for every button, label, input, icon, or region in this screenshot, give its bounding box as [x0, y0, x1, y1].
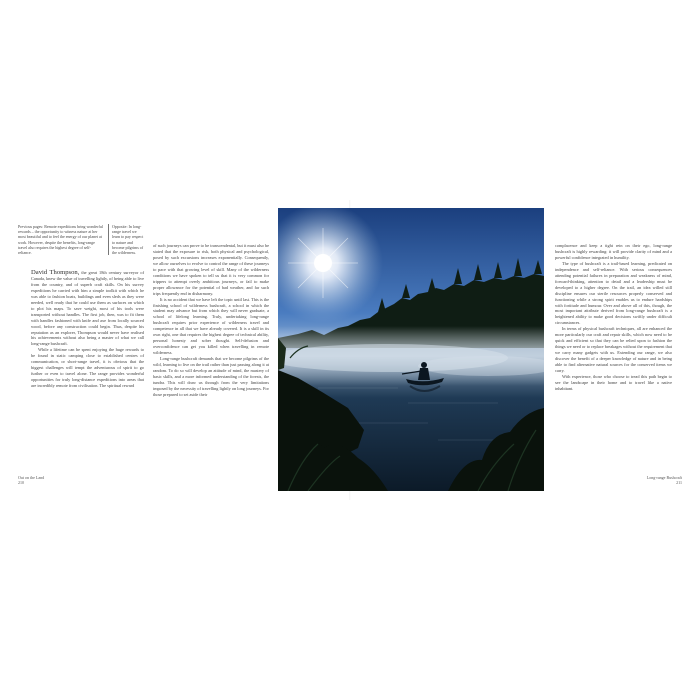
folio-left	[18, 475, 78, 485]
folio-right	[632, 475, 682, 485]
paragraph: In terms of physical bushcraft techniques, all are enhanced the more particularly our craft and repair skills, which now need to be quick and efficient so that they can be relied upon to fashion the things we need or to replace breakages without the requirement that we carry many gadgets with us. Extending our range, we also discover the benefit of a deeper knowledge of nature and in being able to find alternative natural sources for the conserved items we carry.	[555, 326, 672, 374]
paragraph: The type of bushcraft is a trail-based learning, predicated on independence and self-reliance. With serious consequences attending potential failures in preparation and weakness of mind, forward-thinking, attention to detail and a leadership must be developed to a higher degree. On the trail, an idea willed still discipline ensures our sterile resources properly conserved and functioning while a strong spirit enables us to endure hardships with fortitude and humour. Over and above all of this, though, the most important attribute derived from long-range bushcraft is a heightened ability to make good decisions swiftly under difficult circumstances.	[555, 260, 672, 326]
paragraph-text: the great 18th century surveyor of Canada, knew the value of travelling lightly, of being able to live from the country, and of superb craft skills. On his survey expeditions he carried with him a simple toolkit with which he was able to fashion boats, buildings and even sleds as they were needed, well ready that he could use them as surfaces on which to plot his maps. To save weight, most of his tools were transported without handles. The first job, then, was to fit them with handles fashioned with knife and axe from locally sourced wood, before any construction could begin. Thus, despite his reputation as an explorer, Thompson would never have realised his achievements without also being a master of what we call long-range bushcraft.	[31, 270, 145, 347]
text-column-2	[153, 243, 269, 398]
running-title: Long-range Bushcraft	[646, 475, 682, 480]
text-column-4	[555, 243, 672, 392]
canoe-lake-photo	[278, 208, 544, 491]
caption-opposite: Opposite: In long-range travel we learn to pay respect to nature and become pilgrims of the wilderness.	[108, 224, 144, 255]
paragraph: With experience, those who choose to tread this path begin to see the landscape in their home and to travel like a native inhabitant.	[555, 373, 672, 391]
page-number: 210	[18, 480, 24, 485]
text-column-1	[31, 270, 144, 389]
paragraph: of such journeys can prove to be transcendental, but it must also be stated that the exposure to risk, both physical and psychological, posed by such excursions increases exponentially. Consequently, we allow ourselves to evolve to control the range of these journeys to pace with that growing level of skill. Many of the wilderness conditions we have spoken to tell us that it is very common for trippers to attempt overly ambitious journeys, or fail to make proper allowance for the potential of bad weather, and far such trips frequently end in disharmony.	[153, 243, 269, 296]
paragraph	[31, 270, 144, 347]
page-number: 211	[676, 480, 682, 485]
paragraph: complacence and keep a tight rein on their ego, long-range bushcraft is highly rewarding: it will provide clarity of mind and a powerful confidence integrated in humility.	[555, 243, 672, 260]
caption-previous-pages: Previous pages: Remote expeditions bring wonderful rewards – the opportunity to witness nature at her most beautiful and to feel the energy of our planet at work. However, despite the benefits, long-range travel also requires the highest degree of self-reliance.	[18, 224, 103, 256]
photo-mist	[278, 326, 544, 386]
paragraph: Long-range bushcraft demands that we become pilgrims of the wild, learning to live on the trail rather than just passing along it at random. To do so will develop an attitude of mind, the mastery of basic skills, and a more informed understanding of the forests, the tundra. This will draw us through from the very limitations imposed by the necessity of travelling lightly on long journeys. For those prepared to set aside their	[153, 356, 269, 397]
running-title: Out on the Land	[18, 475, 45, 480]
lead-in: David Thompson,	[31, 269, 80, 276]
paragraph: While a lifetime can be spent enjoying the huge rewards to be found in static camping close to established centres of communication, or short-range travel, it is obvious that the biggest challenges will tempt the adventurous of spirit to go further or even to travel alone. The range provides wonderful opportunities for truly long-distance expeditions into areas that are incredibly remote from civilisation. The spiritual reward	[31, 347, 144, 389]
paragraph: It is no accident that we have left the topic until last. This is the finishing school of wilderness bushcraft, a school in which the student may advance but from which they will never graduate, a school of lifelong learning. Truly, undertaking long-range bushcraft requires prior experience of wilderness travel and competence in all that we have already covered. It is a skill in its own right, one that requires the highest degree of technical ability, personal honesty and sober thought. Self-delusion and overconfidence can get you killed when travelling in remote wilderness.	[153, 296, 269, 356]
